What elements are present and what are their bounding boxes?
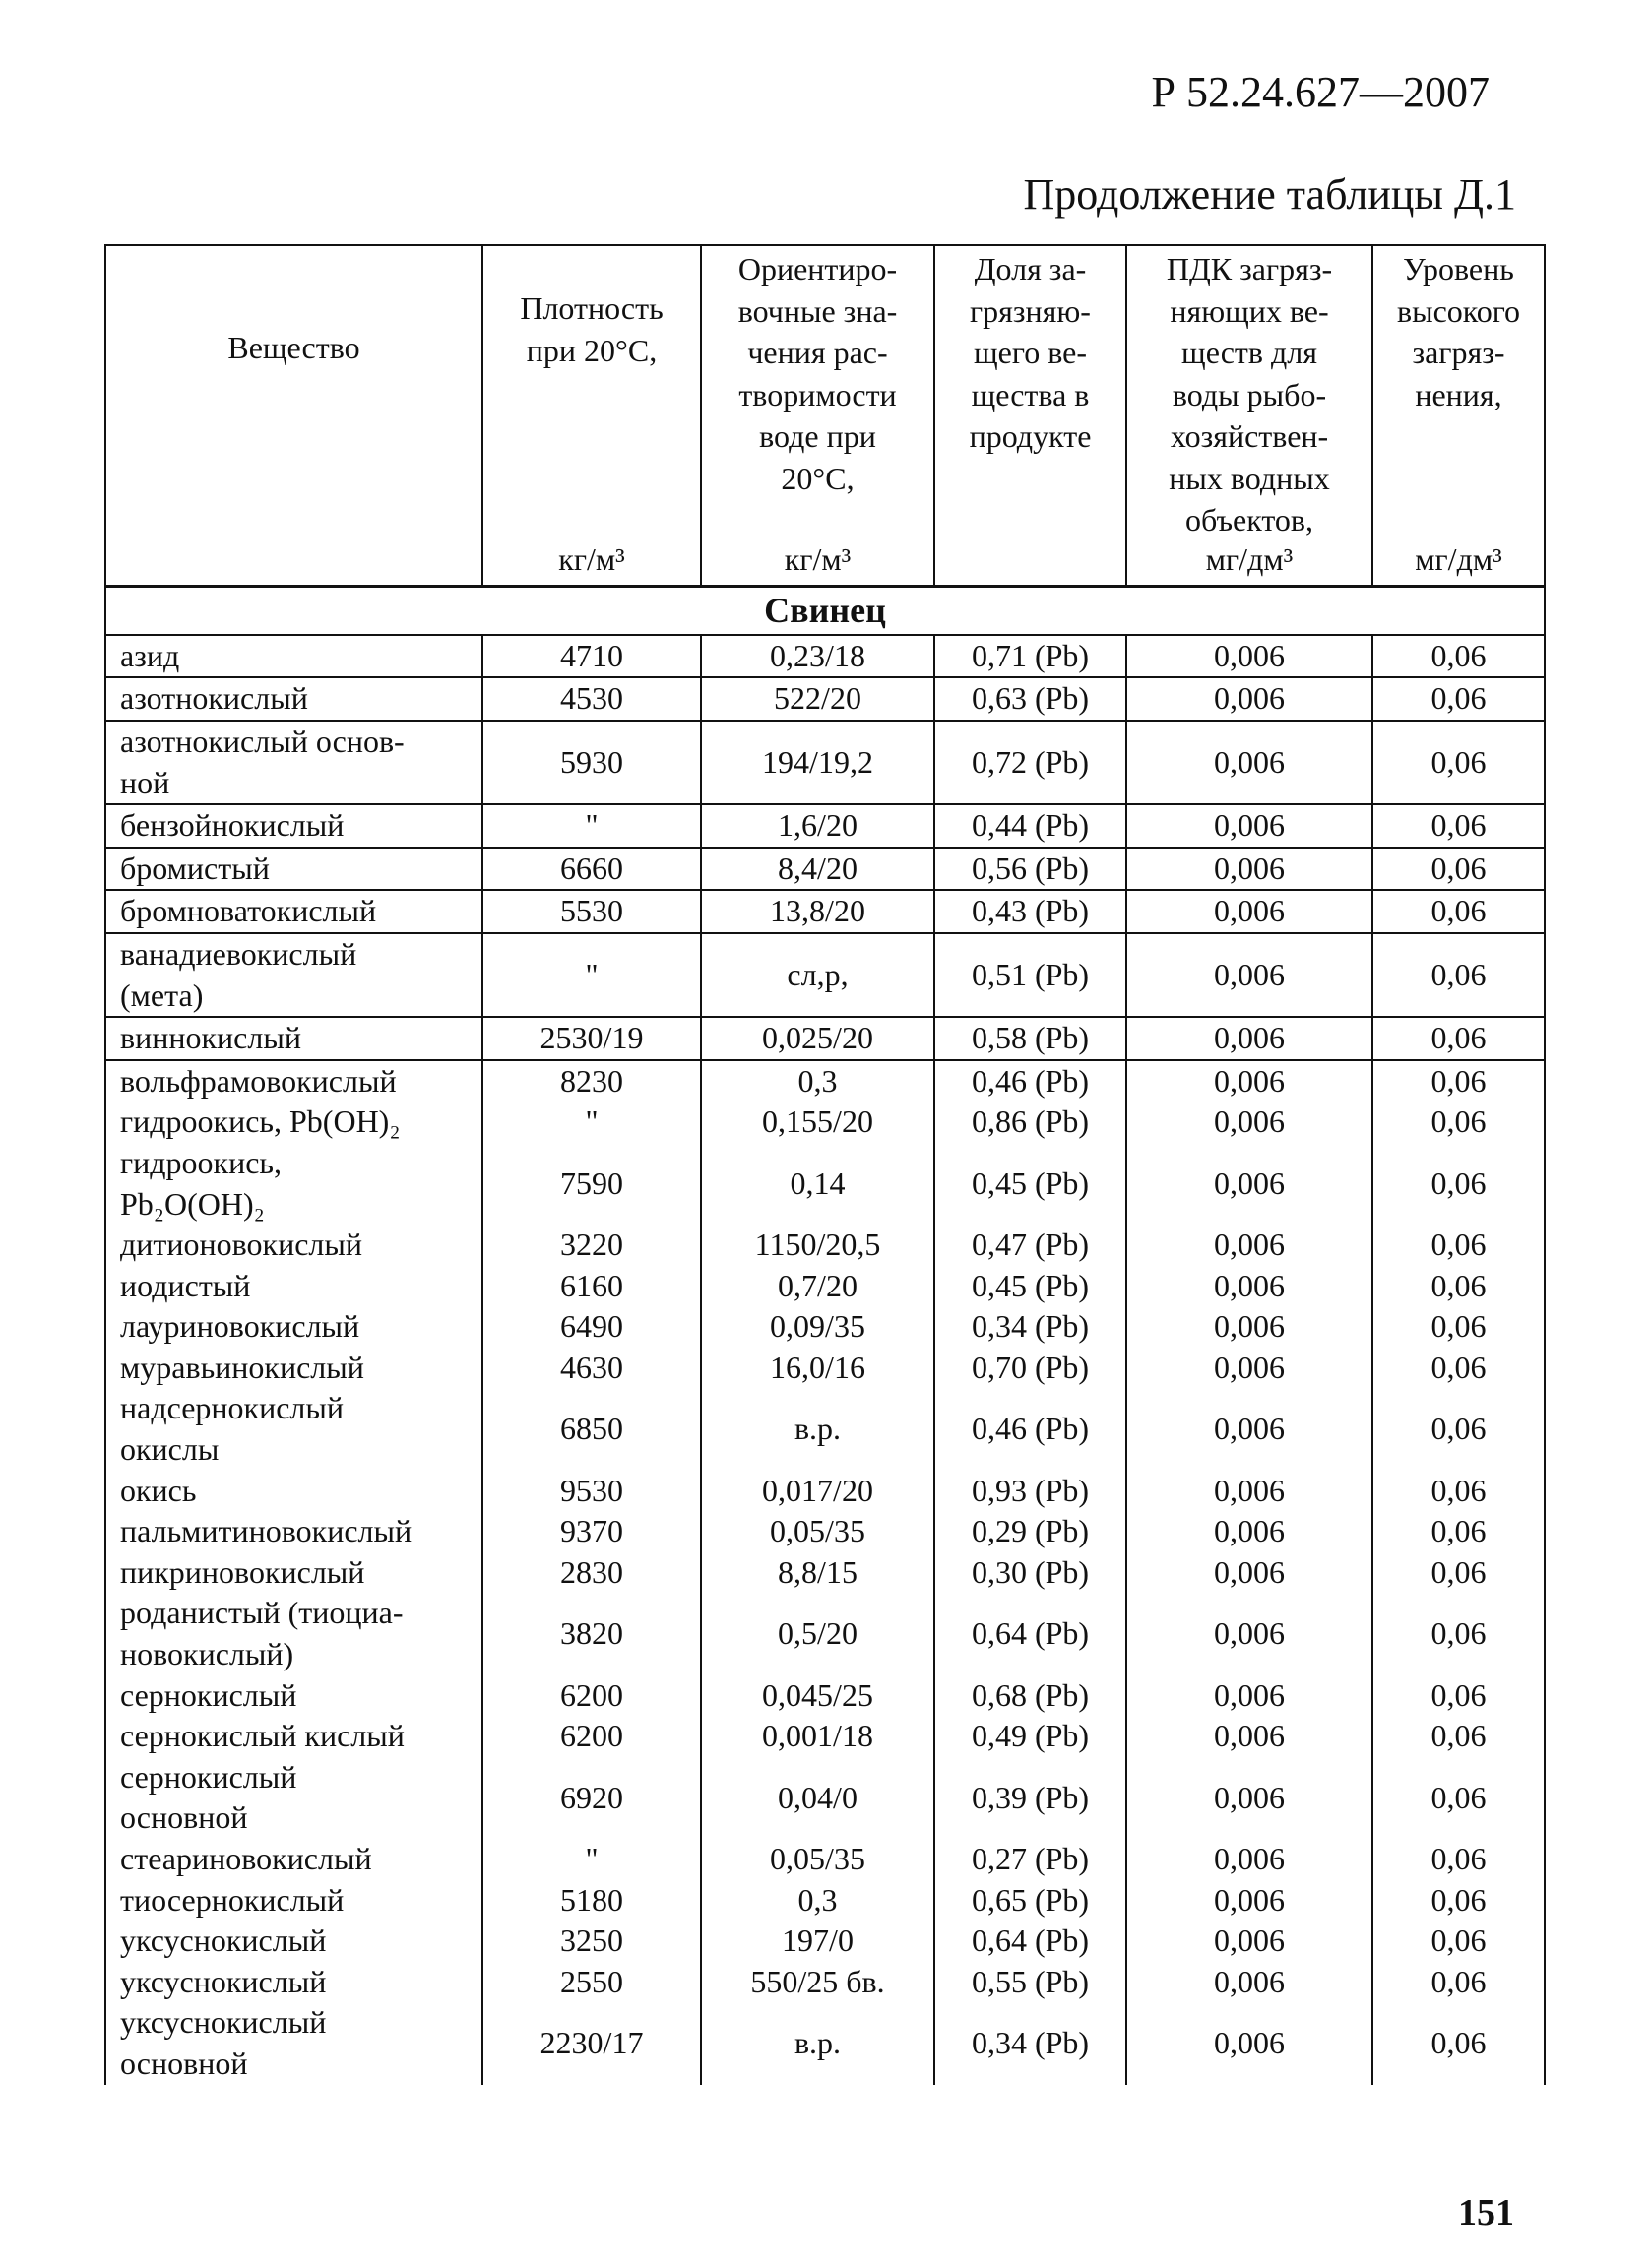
cell-pollution-level: 0,06 — [1372, 1880, 1545, 1922]
cell-pdk: 0,006 — [1126, 2002, 1372, 2084]
cell-pdk: 0,006 — [1126, 1962, 1372, 2003]
cell-pdk: 0,006 — [1126, 1102, 1372, 1143]
cell-density: 2530/19 — [482, 1017, 701, 1060]
cell-solubility: 522/20 — [701, 677, 934, 721]
header-solubility-unit: кг/м³ — [784, 541, 852, 578]
header-solubility: Ориентиро- вочные зна- чения рас- творимости воде при 20°С, кг/м³ — [701, 245, 934, 587]
cell-solubility: 197/0 — [701, 1921, 934, 1962]
cell-substance: азотнокислый — [105, 677, 482, 721]
cell-solubility: 0,23/18 — [701, 635, 934, 678]
cell-fraction: 0,63 (Pb) — [934, 677, 1126, 721]
cell-pdk: 0,006 — [1126, 1017, 1372, 1060]
cell-pollution-level: 0,06 — [1372, 1552, 1545, 1594]
table-row — [105, 635, 1545, 678]
cell-pdk: 0,006 — [1126, 1225, 1372, 1266]
cell-pollution-level: 0,06 — [1372, 1839, 1545, 1880]
cell-fraction: 0,93 (Pb) — [934, 1471, 1126, 1512]
table-row — [105, 1348, 1545, 1389]
header-pollution-level: Уровень высокого загряз- нения, мг/дм³ — [1372, 245, 1545, 587]
cell-fraction: 0,44 (Pb) — [934, 804, 1126, 848]
cell-solubility: 550/25 бв. — [701, 1962, 934, 2003]
cell-pollution-level: 0,06 — [1372, 1348, 1545, 1389]
cell-pollution-level: 0,06 — [1372, 890, 1545, 933]
table-row — [105, 933, 1545, 1017]
cell-density: 2230/17 — [482, 2002, 701, 2084]
table-row — [105, 1102, 1545, 1143]
cell-pollution-level: 0,06 — [1372, 1225, 1545, 1266]
cell-pdk: 0,006 — [1126, 1388, 1372, 1470]
cell-substance: сернокислый основной — [105, 1757, 482, 1839]
cell-pollution-level: 0,06 — [1372, 677, 1545, 721]
cell-fraction: 0,64 (Pb) — [934, 1921, 1126, 1962]
header-pdk: ПДК загряз- няющих ве- ществ для воды рыбо- хозяйствен- ных водных объектов, мг/дм³ — [1126, 245, 1372, 587]
cell-fraction: 0,34 (Pb) — [934, 1306, 1126, 1348]
cell-pdk: 0,006 — [1126, 890, 1372, 933]
cell-substance: лауриновокислый — [105, 1306, 482, 1348]
cell-density: 5530 — [482, 890, 701, 933]
cell-substance: гидроокись, Pb(OH)₂ — [105, 1102, 482, 1143]
cell-pdk: 0,006 — [1126, 1593, 1372, 1674]
cell-density: 9530 — [482, 1471, 701, 1512]
table-continuation-title: Продолжение таблицы Д.1 — [1023, 170, 1516, 219]
cell-pollution-level: 0,06 — [1372, 721, 1545, 804]
cell-solubility: 0,05/35 — [701, 1839, 934, 1880]
table-row — [105, 721, 1545, 804]
cell-pdk: 0,006 — [1126, 677, 1372, 721]
cell-density: 6490 — [482, 1306, 701, 1348]
cell-fraction: 0,64 (Pb) — [934, 1593, 1126, 1674]
cell-pollution-level: 0,06 — [1372, 1593, 1545, 1674]
cell-pdk: 0,006 — [1126, 804, 1372, 848]
cell-substance: азотнокислый основ- ной — [105, 721, 482, 804]
cell-pdk: 0,006 — [1126, 635, 1372, 678]
cell-pollution-level: 0,06 — [1372, 1266, 1545, 1307]
header-density: Плотность при 20°С, кг/м³ — [482, 245, 701, 587]
cell-pdk: 0,006 — [1126, 1511, 1372, 1552]
table-row — [105, 1593, 1545, 1674]
cell-pollution-level: 0,06 — [1372, 1471, 1545, 1512]
cell-pollution-level: 0,06 — [1372, 635, 1545, 678]
cell-substance: сернокислый кислый — [105, 1716, 482, 1757]
cell-fraction: 0,72 (Pb) — [934, 721, 1126, 804]
cell-solubility: 8,8/15 — [701, 1552, 934, 1594]
cell-pdk: 0,006 — [1126, 1716, 1372, 1757]
cell-density: 7590 — [482, 1143, 701, 1225]
table-row — [105, 1225, 1545, 1266]
cell-fraction: 0,39 (Pb) — [934, 1757, 1126, 1839]
header-pdk-unit: мг/дм³ — [1205, 541, 1294, 578]
cell-density: 5180 — [482, 1880, 701, 1922]
cell-density: 6200 — [482, 1675, 701, 1717]
cell-solubility: 13,8/20 — [701, 890, 934, 933]
table-row — [105, 2002, 1545, 2084]
cell-density: 5930 — [482, 721, 701, 804]
cell-substance: азид — [105, 635, 482, 678]
cell-pdk: 0,006 — [1126, 1266, 1372, 1307]
cell-fraction: 0,45 (Pb) — [934, 1143, 1126, 1225]
cell-solubility: 0,7/20 — [701, 1266, 934, 1307]
cell-pdk: 0,006 — [1126, 848, 1372, 891]
cell-fraction: 0,86 (Pb) — [934, 1102, 1126, 1143]
table-row — [105, 1306, 1545, 1348]
cell-density: 3820 — [482, 1593, 701, 1674]
document-code: Р 52.24.627—2007 — [1151, 68, 1490, 116]
cell-density: 2830 — [482, 1552, 701, 1594]
cell-solubility: 0,5/20 — [701, 1593, 934, 1674]
cell-substance: уксуснокислый основной — [105, 2002, 482, 2084]
cell-pollution-level: 0,06 — [1372, 1102, 1545, 1143]
cell-substance: бромистый — [105, 848, 482, 891]
cell-density: " — [482, 804, 701, 848]
cell-solubility: 16,0/16 — [701, 1348, 934, 1389]
cell-pdk: 0,006 — [1126, 933, 1372, 1017]
cell-fraction: 0,45 (Pb) — [934, 1266, 1126, 1307]
cell-solubility: в.р. — [701, 2002, 934, 2084]
table-row — [105, 1962, 1545, 2003]
cell-density: 6920 — [482, 1757, 701, 1839]
cell-pollution-level: 0,06 — [1372, 1388, 1545, 1470]
cell-fraction: 0,51 (Pb) — [934, 933, 1126, 1017]
cell-pollution-level: 0,06 — [1372, 1306, 1545, 1348]
cell-substance: бензойнокислый — [105, 804, 482, 848]
cell-fraction: 0,49 (Pb) — [934, 1716, 1126, 1757]
cell-density: " — [482, 1839, 701, 1880]
cell-solubility: 0,155/20 — [701, 1102, 934, 1143]
cell-solubility: 0,017/20 — [701, 1471, 934, 1512]
table-row — [105, 804, 1545, 848]
cell-pollution-level: 0,06 — [1372, 1921, 1545, 1962]
cell-substance: стеариновокислый — [105, 1839, 482, 1880]
cell-solubility: 1,6/20 — [701, 804, 934, 848]
cell-fraction: 0,71 (Pb) — [934, 635, 1126, 678]
cell-density: 3250 — [482, 1921, 701, 1962]
table-row — [105, 1471, 1545, 1512]
cell-substance: окись — [105, 1471, 482, 1512]
cell-pdk: 0,006 — [1126, 1471, 1372, 1512]
cell-density: 4630 — [482, 1348, 701, 1389]
cell-density: 3220 — [482, 1225, 701, 1266]
cell-substance: пальмитиновокислый — [105, 1511, 482, 1552]
cell-pollution-level: 0,06 — [1372, 1716, 1545, 1757]
table-row — [105, 1716, 1545, 1757]
section-title: Свинец — [105, 587, 1545, 635]
cell-pdk: 0,006 — [1126, 1143, 1372, 1225]
table-row — [105, 1266, 1545, 1307]
cell-pollution-level: 0,06 — [1372, 1757, 1545, 1839]
cell-substance: бромноватокислый — [105, 890, 482, 933]
cell-substance: вольфрамовокислый — [105, 1060, 482, 1102]
cell-fraction: 0,58 (Pb) — [934, 1017, 1126, 1060]
cell-pollution-level: 0,06 — [1372, 1675, 1545, 1717]
cell-substance: дитионовокислый — [105, 1225, 482, 1266]
cell-pdk: 0,006 — [1126, 1348, 1372, 1389]
cell-pdk: 0,006 — [1126, 1060, 1372, 1102]
cell-fraction: 0,65 (Pb) — [934, 1880, 1126, 1922]
cell-fraction: 0,30 (Pb) — [934, 1552, 1126, 1594]
table-row — [105, 890, 1545, 933]
cell-pollution-level: 0,06 — [1372, 1060, 1545, 1102]
cell-fraction: 0,68 (Pb) — [934, 1675, 1126, 1717]
header-level-unit: мг/дм³ — [1415, 541, 1502, 578]
cell-substance: надсернокислый окислы — [105, 1388, 482, 1470]
cell-substance: уксуснокислый — [105, 1962, 482, 2003]
cell-pdk: 0,006 — [1126, 1757, 1372, 1839]
table-row — [105, 1060, 1545, 1102]
cell-pollution-level: 0,06 — [1372, 1962, 1545, 2003]
header-substance: Вещество — [105, 245, 482, 587]
cell-fraction: 0,47 (Pb) — [934, 1225, 1126, 1266]
cell-density: 6660 — [482, 848, 701, 891]
cell-solubility: 0,001/18 — [701, 1716, 934, 1757]
cell-pdk: 0,006 — [1126, 721, 1372, 804]
cell-solubility: 1150/20,5 — [701, 1225, 934, 1266]
cell-pdk: 0,006 — [1126, 1306, 1372, 1348]
cell-solubility: 0,3 — [701, 1060, 934, 1102]
cell-substance: пикриновокислый — [105, 1552, 482, 1594]
table-row — [105, 1017, 1545, 1060]
cell-fraction: 0,46 (Pb) — [934, 1388, 1126, 1470]
cell-fraction: 0,34 (Pb) — [934, 2002, 1126, 2084]
table-row — [105, 1880, 1545, 1922]
cell-solubility: 0,025/20 — [701, 1017, 934, 1060]
header-row — [105, 245, 1545, 587]
cell-density: 4530 — [482, 677, 701, 721]
cell-density: 9370 — [482, 1511, 701, 1552]
header-density-unit: кг/м³ — [558, 541, 625, 578]
cell-substance: виннокислый — [105, 1017, 482, 1060]
cell-substance: муравьинокислый — [105, 1348, 482, 1389]
cell-substance: тиосернокислый — [105, 1880, 482, 1922]
header-fraction: Доля за- грязняю- щего ве- щества в продукте — [934, 245, 1126, 587]
cell-solubility: 8,4/20 — [701, 848, 934, 891]
cell-pollution-level: 0,06 — [1372, 1511, 1545, 1552]
cell-pollution-level: 0,06 — [1372, 1017, 1545, 1060]
cell-solubility: 0,14 — [701, 1143, 934, 1225]
cell-fraction: 0,46 (Pb) — [934, 1060, 1126, 1102]
cell-solubility: 194/19,2 — [701, 721, 934, 804]
table-row — [105, 1675, 1545, 1717]
table-row — [105, 1839, 1545, 1880]
cell-density: 8230 — [482, 1060, 701, 1102]
data-table — [104, 244, 1546, 2085]
cell-fraction: 0,56 (Pb) — [934, 848, 1126, 891]
cell-pollution-level: 0,06 — [1372, 2002, 1545, 2084]
cell-fraction: 0,29 (Pb) — [934, 1511, 1126, 1552]
table-row — [105, 1552, 1545, 1594]
cell-solubility: 0,05/35 — [701, 1511, 934, 1552]
cell-pollution-level: 0,06 — [1372, 848, 1545, 891]
cell-fraction: 0,55 (Pb) — [934, 1962, 1126, 2003]
table-row — [105, 1757, 1545, 1839]
cell-substance: уксуснокислый — [105, 1921, 482, 1962]
cell-substance: сернокислый — [105, 1675, 482, 1717]
cell-solubility: в.р. — [701, 1388, 934, 1470]
page-number: 151 — [1458, 2192, 1514, 2234]
cell-solubility: 0,04/0 — [701, 1757, 934, 1839]
cell-solubility: 0,045/25 — [701, 1675, 934, 1717]
table-row — [105, 1921, 1545, 1962]
cell-pollution-level: 0,06 — [1372, 933, 1545, 1017]
table-row — [105, 848, 1545, 891]
cell-pdk: 0,006 — [1126, 1880, 1372, 1922]
cell-solubility: 0,09/35 — [701, 1306, 934, 1348]
cell-density: " — [482, 933, 701, 1017]
cell-substance: гидроокись, Pb₂O(OH)₂ — [105, 1143, 482, 1225]
cell-density: 6160 — [482, 1266, 701, 1307]
table-row — [105, 1143, 1545, 1225]
cell-fraction: 0,27 (Pb) — [934, 1839, 1126, 1880]
cell-density: " — [482, 1102, 701, 1143]
cell-pollution-level: 0,06 — [1372, 804, 1545, 848]
cell-fraction: 0,43 (Pb) — [934, 890, 1126, 933]
cell-pdk: 0,006 — [1126, 1552, 1372, 1594]
cell-substance: ванадиевокислый (мета) — [105, 933, 482, 1017]
cell-pdk: 0,006 — [1126, 1675, 1372, 1717]
table-row — [105, 1388, 1545, 1470]
cell-density: 6200 — [482, 1716, 701, 1757]
cell-pdk: 0,006 — [1126, 1921, 1372, 1962]
cell-pdk: 0,006 — [1126, 1839, 1372, 1880]
cell-substance: роданистый (тиоциа- новокислый) — [105, 1593, 482, 1674]
cell-density: 6850 — [482, 1388, 701, 1470]
table-row — [105, 1511, 1545, 1552]
cell-solubility: 0,3 — [701, 1880, 934, 1922]
cell-fraction: 0,70 (Pb) — [934, 1348, 1126, 1389]
cell-density: 2550 — [482, 1962, 701, 2003]
cell-substance: иодистый — [105, 1266, 482, 1307]
cell-density: 4710 — [482, 635, 701, 678]
table-row — [105, 677, 1545, 721]
cell-solubility: сл,р, — [701, 933, 934, 1017]
cell-pollution-level: 0,06 — [1372, 1143, 1545, 1225]
section-row — [105, 587, 1545, 635]
